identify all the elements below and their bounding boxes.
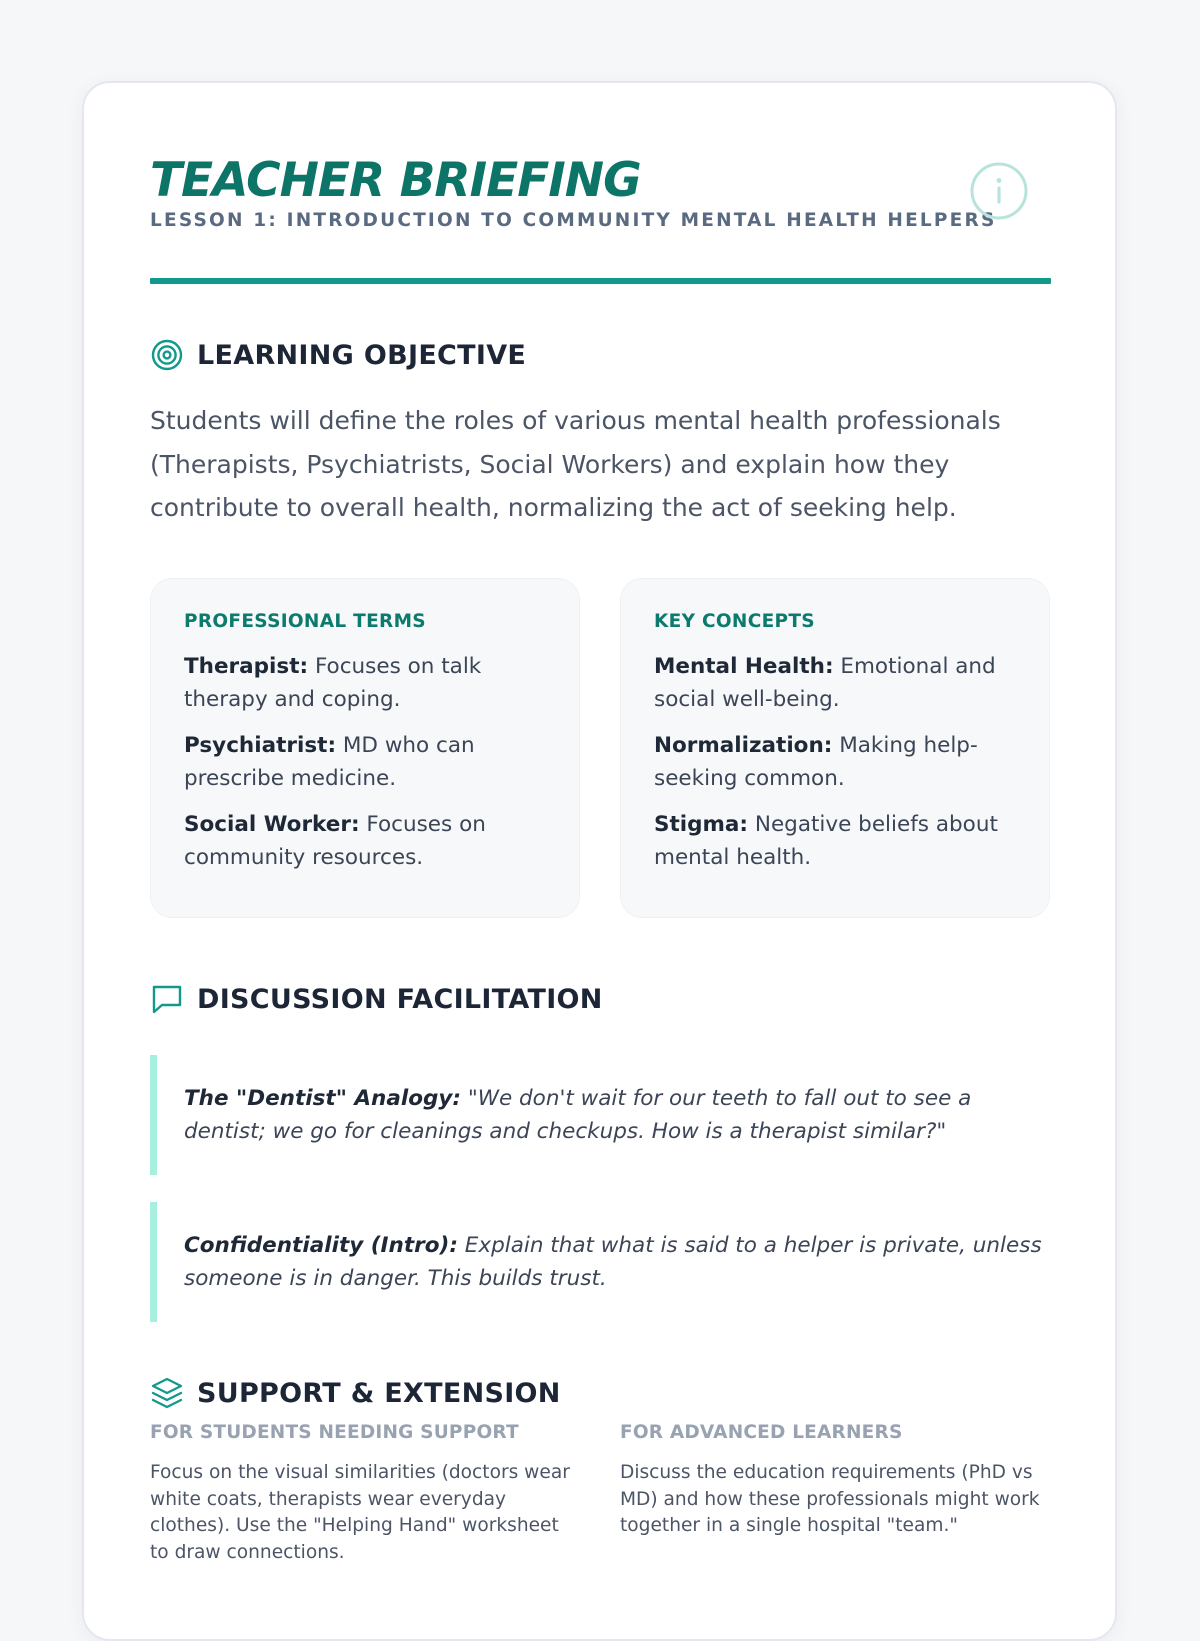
key-concepts-title: KEY CONCEPTS	[654, 611, 815, 632]
concept-item	[654, 808, 1016, 874]
discussion-heading-label: DISCUSSION FACILITATION	[197, 983, 603, 1015]
concept-definition: Emotional and social well-being.	[654, 654, 996, 712]
layers-icon	[150, 1376, 184, 1410]
prompt-text	[184, 1082, 1044, 1148]
term-definition: Focuses on community resources.	[184, 812, 486, 870]
discussion-heading	[150, 981, 603, 1017]
info-circle-icon[interactable]	[970, 162, 1028, 220]
support-column-text: Focus on the visual similarities (doctors wear white coats, therapists wear everyday clothes). Use the "Helping Hand" worksheet to draw connections.	[150, 1462, 570, 1563]
advanced-column	[620, 1420, 1050, 1540]
prompt-title: Confidentiality (Intro):	[184, 1233, 458, 1258]
support-column-title: FOR STUDENTS NEEDING SUPPORT	[150, 1422, 519, 1443]
concept-item	[654, 650, 1016, 716]
page-title: TEACHER BRIEFING	[150, 153, 641, 208]
concept-label: Mental Health:	[654, 654, 834, 679]
support-column	[150, 1420, 580, 1566]
prompt-title: The "Dentist" Analogy:	[184, 1086, 461, 1111]
prompt-body: Explain that what is said to a helper is private, unless someone is in danger. This builds trust.	[184, 1233, 1042, 1291]
advanced-column-title: FOR ADVANCED LEARNERS	[620, 1422, 903, 1443]
briefing-card	[82, 81, 1117, 1641]
term-label: Social Worker:	[184, 812, 360, 837]
key-concepts-box	[620, 578, 1050, 918]
term-label: Psychiatrist:	[184, 733, 337, 758]
term-item	[184, 650, 546, 716]
term-definition: MD who can prescribe medicine.	[184, 733, 475, 791]
header-divider	[150, 278, 1051, 284]
concept-definition: Making help-seeking common.	[654, 733, 978, 791]
term-definition: Focuses on talk therapy and coping.	[184, 654, 482, 712]
prompt-text	[184, 1229, 1044, 1295]
chat-bubble-icon	[150, 982, 184, 1016]
lesson-subtitle: LESSON 1: INTRODUCTION TO COMMUNITY MENTAL HEALTH HELPERS	[150, 210, 997, 231]
term-item	[184, 729, 546, 795]
support-heading	[150, 1375, 561, 1411]
discussion-prompt	[150, 1202, 1051, 1322]
concept-item	[654, 729, 1016, 795]
concept-label: Normalization:	[654, 733, 833, 758]
objective-text: Students will define the roles of various mental health professionals (Therapists, Psychiatrists, Social Workers) and explain how they contribute to overall health, normalizing the act of seeking help.	[150, 406, 1001, 522]
discussion-prompt	[150, 1055, 1051, 1175]
concept-definition: Negative beliefs about mental health.	[654, 812, 998, 870]
support-heading-label: SUPPORT & EXTENSION	[197, 1377, 561, 1409]
professional-terms-title: PROFESSIONAL TERMS	[184, 611, 426, 632]
concept-label: Stigma:	[654, 812, 749, 837]
objective-heading-label: LEARNING OBJECTIVE	[197, 339, 527, 371]
target-icon	[150, 338, 184, 372]
term-label: Therapist:	[184, 654, 309, 679]
professional-terms-box	[150, 578, 580, 918]
term-item	[184, 808, 546, 874]
advanced-column-text: Discuss the education requirements (PhD vs MD) and how these professionals might work together in a single hospital "team."	[620, 1462, 1040, 1536]
prompt-body: "We don't wait for our teeth to fall out to see a dentist; we go for cleanings and checkups. How is a therapist similar?"	[184, 1086, 972, 1144]
objective-heading	[150, 337, 526, 373]
